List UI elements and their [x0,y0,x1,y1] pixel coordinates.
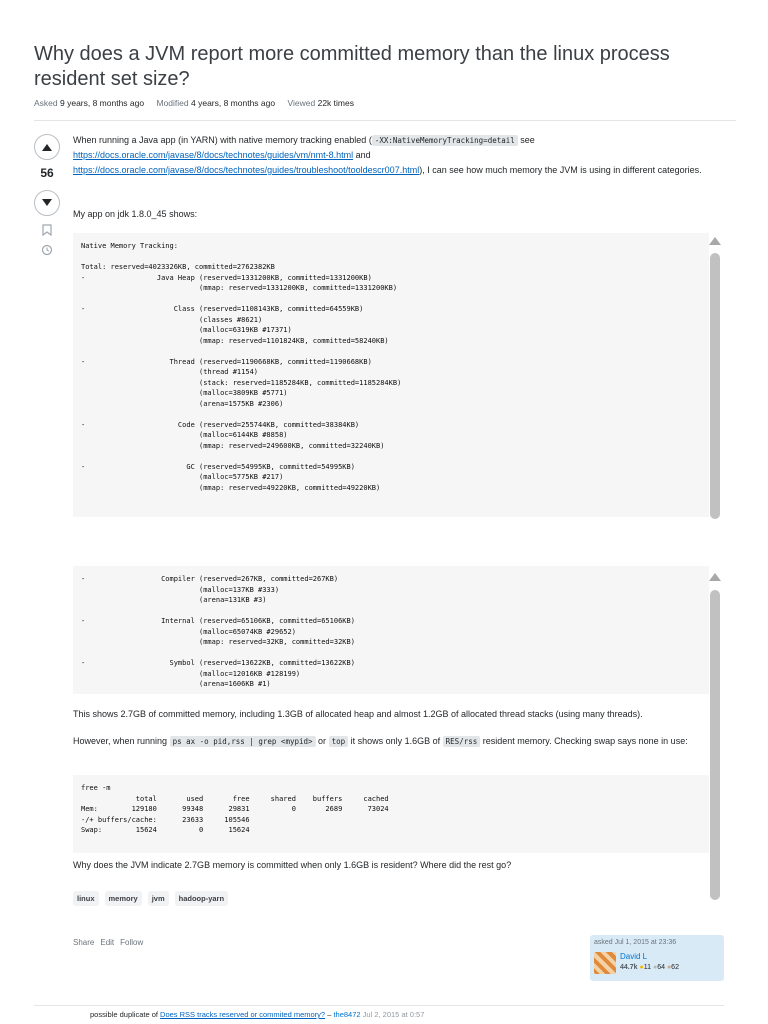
comment: possible duplicate of Does RSS tracks reserved or commited memory? – the8472 Jul 2, 2015 at 0:57 [90,1010,425,1019]
paragraph-summary: This shows 2.7GB of committed memory, including 1.3GB of allocated heap and almost 1.2GB of allocated thread stacks (using many threads). [73,709,643,719]
modified-label: Modified [156,98,189,108]
bronze-badge-count: 62 [671,964,679,971]
code-block-nmt: Native Memory Tracking: Total: reserved=4023326KB, committed=2762382KB - Java Heap (reserved=1331200KB, committed=1331200KB) (mmap: reserved=1331200KB, committed=1331200KB) - Class (reserved=1108143KB, committed=64559KB) (classes #8621) (malloc=6319KB #17371) (mmap: reserved=1101824KB, committed=58240KB) - Thread (reserved=1190668KB, committed=1190668KB) (thread #1154) (stack: reserved=1185284KB, committed=1185284KB) (malloc=3809KB #5771) (arena=1575KB #2306) - Code (reserved=255744KB, committed=38384KB) (malloc=6144KB #8858) (mmap: reserved=249600KB, committed=32240KB) - GC (reserved=54995KB, committed=54995KB) (malloc=5775KB #217) (mmap: reserved=49220KB, committed=49220KB) [73,233,709,517]
bookmark-icon[interactable] [34,224,60,239]
paragraph-ps-top: However, when running ps ax -o pid,rss | grep <mypid> or top it shows only 1.6GB of RES/rss resident memory. Checking swap says none in use: [73,736,688,746]
question-body-intro [73,133,723,178]
nmt-docs-link[interactable]: https://docs.oracle.com/javase/8/docs/technotes/guides/vm/nmt-8.html [73,150,354,160]
downvote-button[interactable] [34,190,60,216]
viewed-value: 22k times [317,98,354,108]
downvote-icon [42,199,52,207]
comment-author[interactable]: the8472 [333,1010,361,1019]
comment-time[interactable]: Jul 2, 2015 at 0:57 [360,1010,425,1019]
asked-value: 9 years, 8 months ago [60,98,145,108]
inline-code: -XX:NativeMemoryTracking=detail [372,135,518,146]
scroll-up-arrow[interactable] [709,237,721,245]
tag-memory[interactable]: memory [105,891,142,906]
post-actions [73,938,143,947]
paragraph-intro: When running a Java app (in YARN) with native memory tracking enabled ( -XX:NativeMemoryTracking=detail see https://docs.oracle.com/javase/8/docs/technotes/guides/vm/nmt-8.html and https://docs.oracle.com/javase/8/docs/technotes/guides/troubleshoot/tooldescr007.html), I can see how much memory the JVM is using in different categories. [73,135,702,175]
avatar[interactable] [594,952,616,974]
comment-divider [34,1005,724,1006]
troubleshoot-docs-link[interactable]: https://docs.oracle.com/javase/8/docs/technotes/guides/troubleshoot/tooldescr007.html [73,165,420,175]
code-block-nmt-continued: - Compiler (reserved=267KB, committed=267KB) (malloc=137KB #333) (arena=131KB #3) - Internal (reserved=65106KB, committed=65106KB) (malloc=65074KB #29652) (mmap: reserved=32KB, committed=32KB) - Symbol (reserved=13622KB, committed=13622KB) (malloc=12016KB #128199) (arena=1606KB #1) [73,566,709,694]
upvote-button[interactable] [34,134,60,160]
upvote-icon [42,143,52,151]
paragraph-jdk: My app on jdk 1.8.0_45 shows: [73,209,198,219]
viewed-label: Viewed [287,98,316,108]
code-block-free: free -m total used free shared buffers cached Mem: 129180 99348 29831 0 2689 73024 -/+ buffers/cache: 23633 105546 Swap: 15624 0 15624 [73,775,709,853]
asked-timestamp: asked Jul 1, 2015 at 23:36 [594,939,677,946]
tag-jvm[interactable]: jvm [148,891,169,906]
scroll-up-arrow-2[interactable] [709,573,721,581]
bronze-badge-icon: ● [666,964,672,971]
reputation-score: 44.7k [620,964,638,971]
gold-badge-icon: ● [639,964,644,971]
top-command-code: top [329,736,349,747]
edit-link[interactable]: Edit [100,938,115,947]
modified-value[interactable]: 4 years, 8 months ago [191,98,276,108]
scrollbar-thumb[interactable] [710,253,720,519]
silver-badge-icon: ● [652,964,658,971]
ps-command-code: ps ax -o pid,rss | grep <mypid> [170,736,316,747]
duplicate-link[interactable]: Does RSS tracks reserved or commited memory? [160,1010,326,1019]
silver-badge-count: 64 [657,964,665,971]
history-icon[interactable] [34,244,60,259]
tag-hadoop-yarn[interactable]: hadoop-yarn [175,891,228,906]
share-link[interactable]: Share [73,938,95,947]
paragraph-question: Why does the JVM indicate 2.7GB memory is committed when only 1.6GB is resident? Where did the rest go? [73,860,512,870]
follow-link[interactable]: Follow [120,938,144,947]
tag-linux[interactable]: linux [73,891,99,906]
user-card [590,935,724,981]
title-divider [34,120,736,121]
question-title[interactable]: Why does a JVM report more committed memory than the linux process resident set size? [34,43,670,90]
user-name[interactable]: David L [620,952,648,961]
tag-list [73,891,228,906]
question-meta [34,98,364,108]
gold-badge-count: 11 [643,964,651,971]
user-reputation-row [620,964,679,971]
asked-label: Asked [34,98,58,108]
rss-code: RES/rss [443,736,481,747]
vote-score: 56 [40,166,54,180]
comment-prefix: possible duplicate of [90,1010,161,1019]
